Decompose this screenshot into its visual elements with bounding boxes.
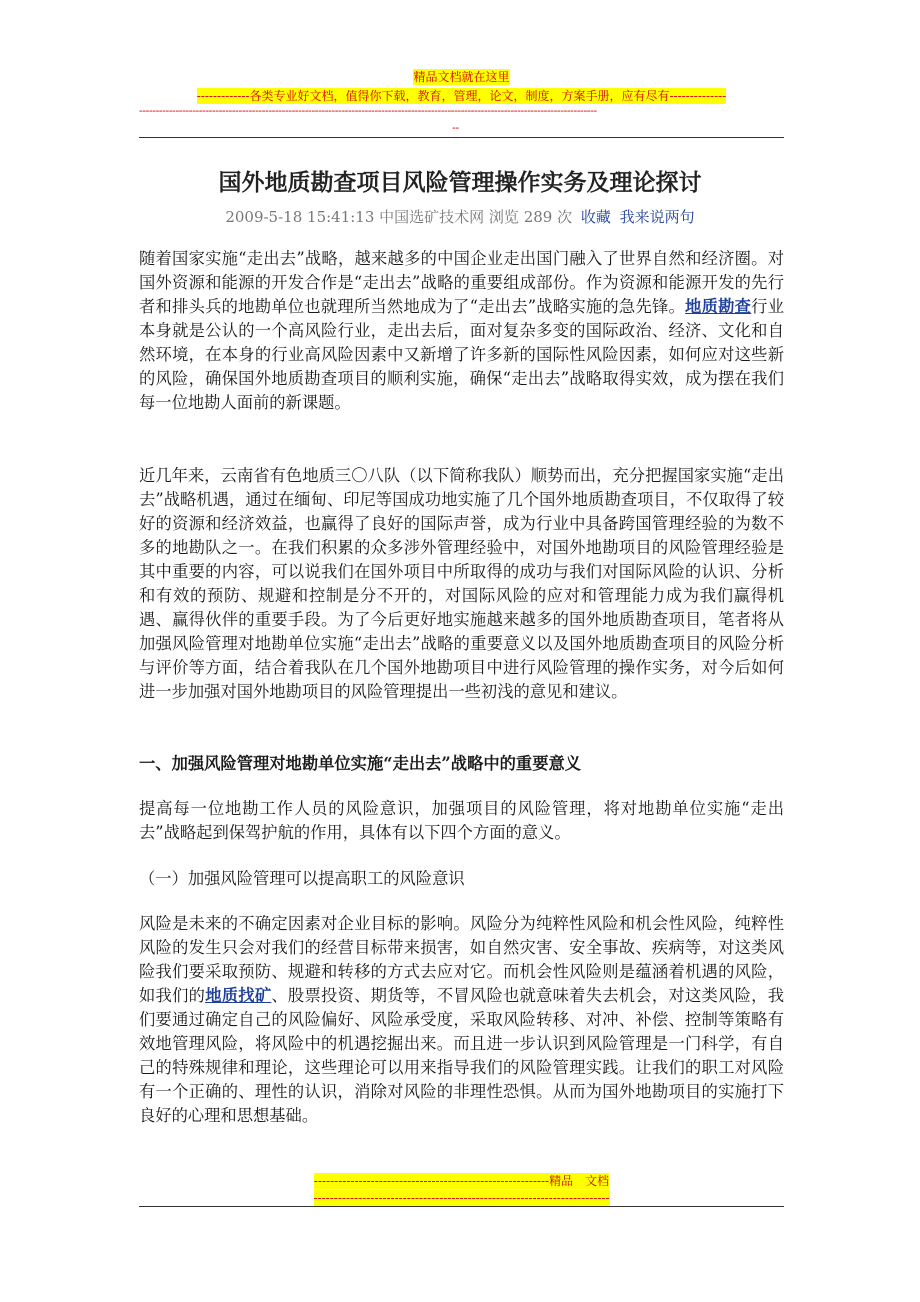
paragraph-4-text-a: 风险是未来的不确定因素对企业目标的影响。风险分为纯粹性风险和机会性风险，纯粹性风险的发生只会对我们的经营目标带来损害，如自然灾害、安全事故、疾病等，对这类风险我们要采取预防、规避和转移的方式去应对它。而机会性风险则是蕴涵着机遇的风险，如我们的 [139,914,784,1005]
footer-line-2: ------------------------------------------------------------------------- [313,1191,610,1205]
header-banner [139,66,784,85]
header-dash-tail: -- [452,121,459,134]
geological-survey-link[interactable]: 地质勘查 [685,297,752,316]
paragraph-2: 近几年来，云南省有色地质三〇八队（以下简称我队）顺势而出，充分把握国家实施“走出去”战略机遇，通过在缅甸、印尼等国成功地实施了几个国外地质勘查项目，不仅取得了较好的资源和经济效益，也赢得了良好的国际声誉，成为行业中具备跨国管理经验的为数不多的地勘队之一。在我们积累的众多涉外管理经验中，对国外地勘项目的风险管理经验是其中重要的内容，可以说我们在国外项目中所取得的成功与我们对国际风险的认识、分析和有效的预防、规避和控制是分不开的，对国际风险的应对和管理能力成为我们赢得机遇、赢得伙伴的重要手段。为了今后更好地实施越来越多的国外地质勘查项目，笔者将从加强风险管理对地勘单位实施“走出去”战略的重要意义以及国外地质勘查项目的风险分析与评价等方面，结合着我队在几个国外地勘项目中进行风险管理的操作实务，对今后如何进一步加强对国外地勘项目的风险管理提出一些初浅的意见和建议。 [139,466,784,701]
favorite-link[interactable]: 收藏 [580,208,611,226]
section-heading-1: 一、加强风险管理对地勘单位实施“走出去”战略中的重要意义 [139,754,582,773]
article-meta [0,206,920,227]
paragraph-1-text-a: 随着国家实施“走出去”战略，越来越多的中国企业走出国门融入了世界自然和经济圈。对国外资源和能源的开发合作是“走出去”战略的重要组成部份。作为资源和能源开发的先行者和排头兵的地勘单位也就理所当然地成为了“走出去”战略实施的急先锋。 [139,249,784,316]
footer-banner-2 [139,1187,784,1206]
paragraph-4 [139,912,784,1128]
paragraph-3: 提高每一位地勘工作人员的风险意识，加强项目的风险管理，将对地勘单位实施“走出去”战略起到保驾护航的作用，具体有以下四个方面的意义。 [139,799,784,842]
header-slogan [139,85,784,104]
paragraph-4-text-b: 、股票投资、期货等，不冒风险也就意味着失去机会，对这类风险，我们要通过确定自己的风险偏好、风险承受度，采取风险转移、对冲、补偿、控制等策略有效地管理风险，将风险中的机遇挖掘出来。而且进一步认识到风险管理是一门科学，有自己的特殊规律和理论，这些理论可以用来指导我们的风险管理实践。让我们的职工对风险有一个正确的、理性的认识，消除对风险的非理性恐惧。从而为国外地勘项目的实施打下良好的心理和思想基础。 [139,986,784,1125]
header-slogan-text: -------------各类专业好文档，值得你下载，教育，管理，论文，制度，方案手册，应有尽有-------------- [196,89,727,103]
footer-divider [139,1206,784,1207]
header-divider [139,137,784,138]
header-title: 精品文档就在这里 [413,70,510,84]
subsection-heading-1: （一）加强风险管理可以提高职工的风险意识 [139,869,465,888]
article-title: 国外地质勘查项目风险管理操作实务及理论探讨 [218,170,702,196]
comment-link[interactable]: 我来说两句 [619,208,695,226]
footer-line-1: ----------------------------------------------------------精品 文档 [313,1174,610,1188]
paragraph-1 [139,247,784,415]
paragraph-1-text-b: 行业本身就是公认的一个高风险行业，走出去后，面对复杂多变的国际政治、经济、文化和自然环境，在本身的行业高风险因素中又新增了许多新的国际性风险因素，如何应对这些新的风险，确保国外地质勘查项目的顺利实施，确保“走出去”战略取得实效，成为摆在我们每一位地勘人面前的新课题。 [139,297,784,412]
geological-prospecting-link[interactable]: 地质找矿 [205,986,272,1005]
article-meta-text: 2009-5-18 15:41:13 中国选矿技术网 浏览 289 次 [225,208,573,226]
header-dash-line: ------------------------------------------------------------------------------------------------------------------------------------------ [139,104,597,117]
